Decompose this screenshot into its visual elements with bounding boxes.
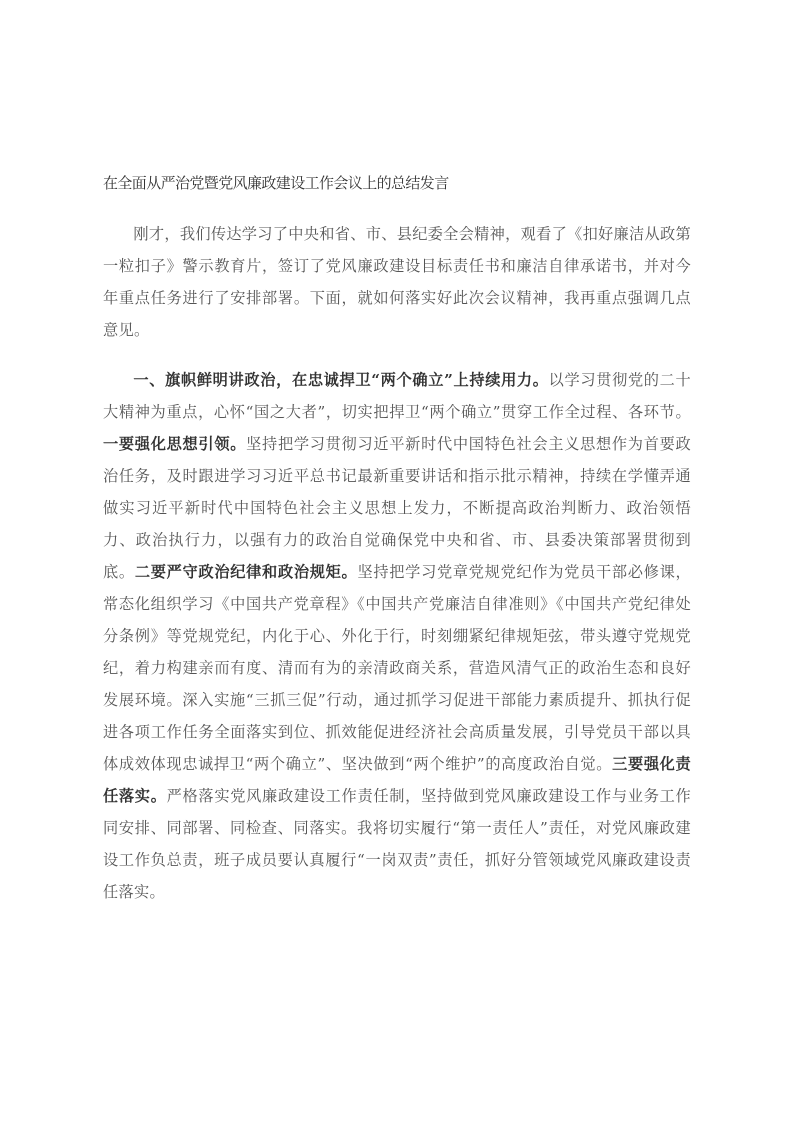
paragraph-text: 刚才，我们传达学习了中央和省、市、县纪委全会精神，观看了《扣好廉洁从政第一粒扣子》警示教育片，签订了党风廉政建设目标责任书和廉洁自律承诺书，并对今年重点任务进行了安排部署。下面，就如何落实好此次会议精神，我再重点强调几点意见。 — [103, 225, 691, 339]
point-heading-one: 一要强化思想引领。 — [103, 435, 247, 453]
paragraph-section-one — [103, 364, 691, 908]
document-title: 在全面从严治党暨党风廉政建设工作会议上的总结发言 — [103, 174, 449, 192]
paragraph-text: 坚持把学习贯彻习近平新时代中国特色社会主义思想作为首要政治任务，及时跟进学习习近平总书记最新重要讲话和指示批示精神，持续在学懂弄通做实习近平新时代中国特色社会主义思想上发力，不断提高政治判断力、政治领悟力、政治执行力，以强有力的政治自觉确保党中央和省、市、县委决策部署贯彻到底。 — [103, 435, 692, 581]
paragraph-intro — [103, 218, 691, 346]
point-heading-two: 二要严守政治纪律和政治规矩。 — [134, 563, 358, 581]
section-heading: 一、旗帜鲜明讲政治，在忠诚捍卫“两个确立”上持续用力。 — [133, 371, 549, 389]
paragraph-text: 严格落实党风廉政建设工作责任制，坚持做到党风廉政建设工作与业务工作同安排、同部署、同检查、同落实。我将切实履行“第一责任人”责任，对党风廉政建设工作负总责，班子成员要认真履行“一岗双责”责任，抓好分管领域党风廉政建设责任落实。 — [103, 787, 692, 901]
document-page — [103, 170, 691, 926]
paragraph-text: 坚持把学习党章党规党纪作为党员干部必修课，常态化组织学习《中国共产党章程》《中国共产党廉洁自律准则》《中国共产党纪律处分条例》等党规党纪，内化于心、外化于行，时刻绷紧纪律规矩弦，带头遵守党规党纪，着力构建亲而有度、清而有为的亲清政商关系，营造风清气正的政治生态和良好发展环境。深入实施“三抓三促”行动，通过抓学习促进干部能力素质提升、抓执行促进各项工作任务全面落实到位、抓效能促进经济社会高质量发展，引导党员干部以具体成效体现忠诚捍卫“两个确立”、坚决做到“两个维护”的高度政治自觉。 — [103, 563, 691, 773]
paragraph-text: 以学习贯彻党的二十大精神为重点，心怀“国之大者”，切实把捍卫“两个确立”贯穿工作全过程、各环节。 — [103, 371, 692, 421]
point-heading-three: 三要强化责任落实。 — [103, 755, 692, 805]
